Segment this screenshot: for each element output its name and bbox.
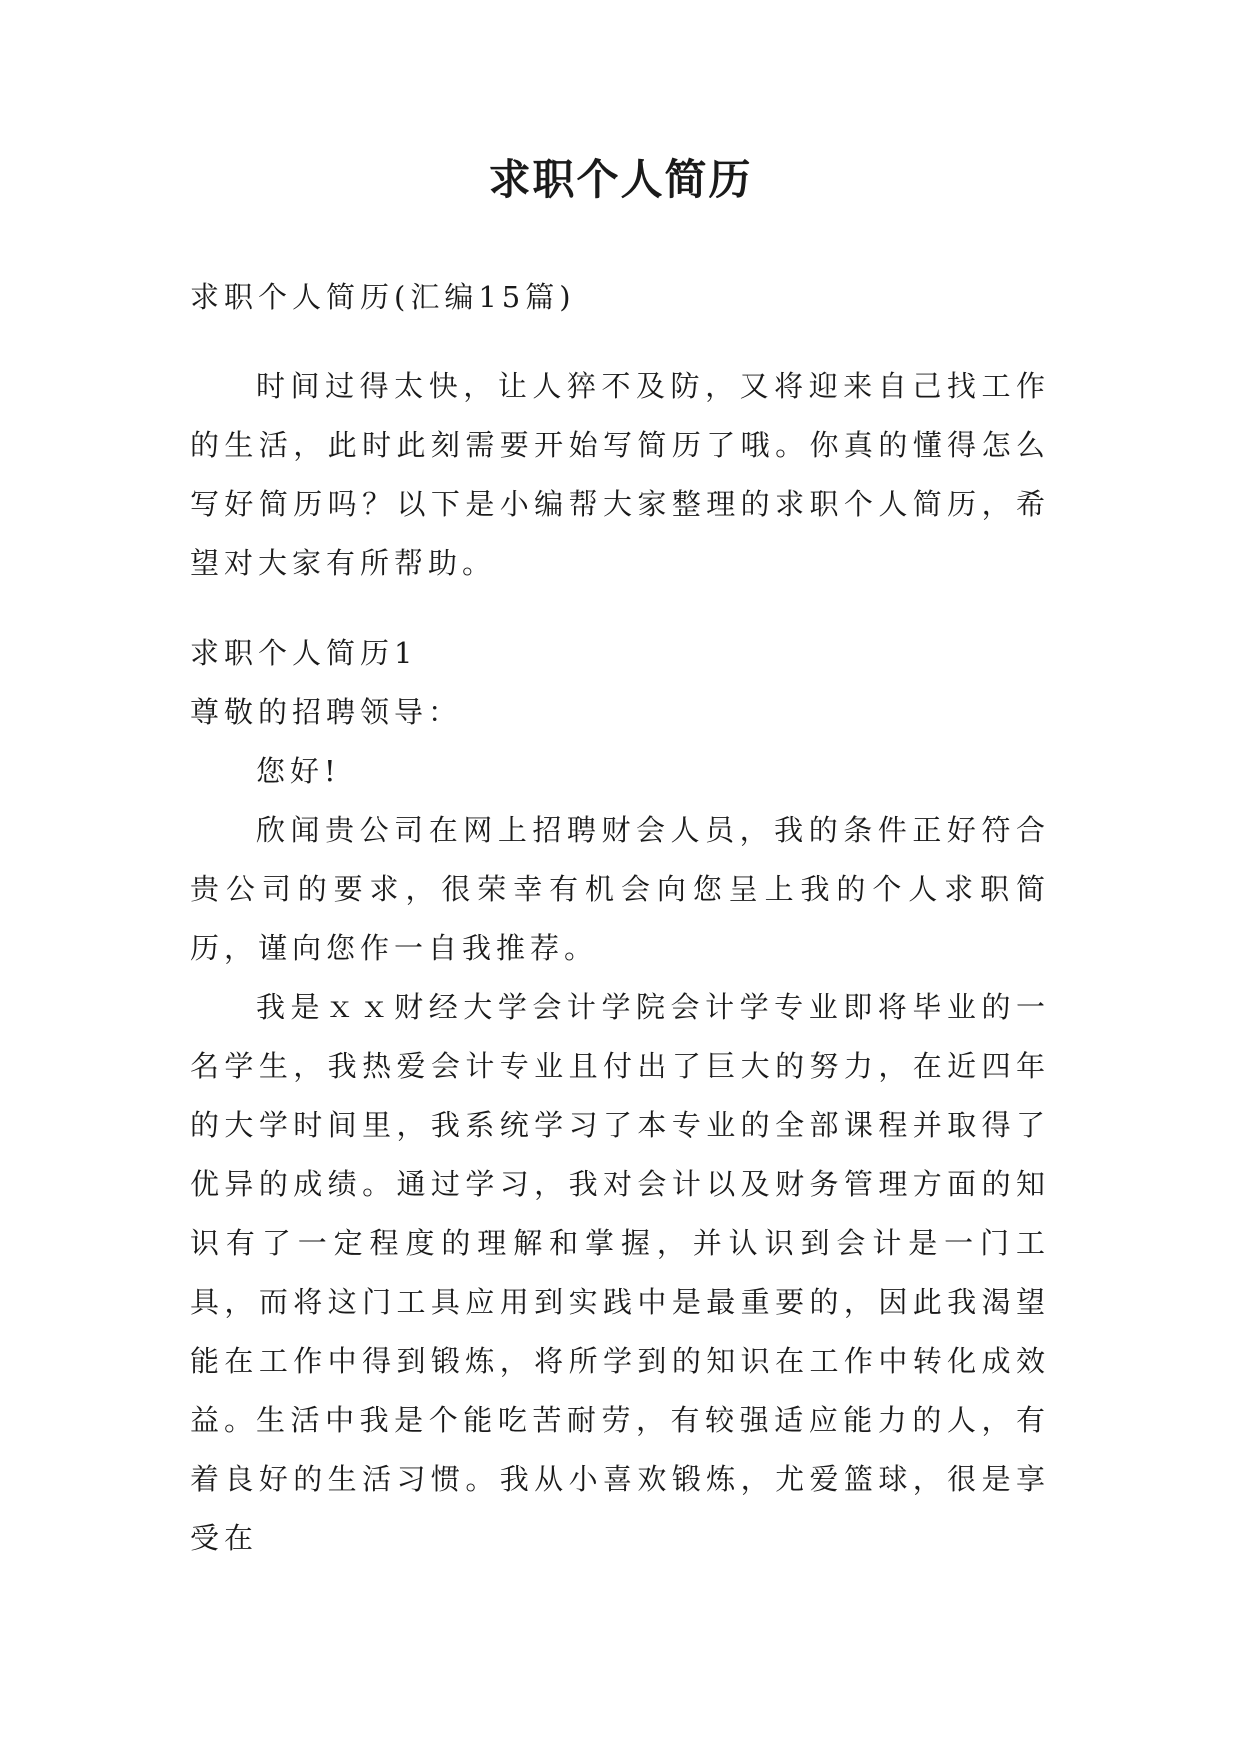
document-title: 求职个人简历: [488, 155, 753, 204]
document-subtitle: 求职个人简历(汇编15篇): [190, 280, 576, 314]
intro-paragraph: 时间过得太快，让人猝不及防，又将迎来自己找工作的生活，此时此刻需要开始写简历了哦。你真的懂得怎么写好简历吗？以下是小编帮大家整理的求职个人简历，希望对大家有所帮助。: [190, 369, 1050, 580]
letter-greeting: 您好!: [256, 754, 341, 788]
body-paragraph-1: 欣闻贵公司在网上招聘财会人员，我的条件正好符合贵公司的要求，很荣幸有机会向您呈上我的个人求职简历，谨向您作一自我推荐。: [190, 813, 1050, 965]
body-paragraph-2: 我是ｘｘ财经大学会计学院会计学专业即将毕业的一名学生，我热爱会计专业且付出了巨大的努力，在近四年的大学时间里，我系统学习了本专业的全部课程并取得了优异的成绩。通过学习，我对会计以及财务管理方面的知识有了一定程度的理解和掌握，并认识到会计是一门工具，而将这门工具应用到实践中是最重要的，因此我渴望能在工作中得到锻炼，将所学到的知识在工作中转化成效益。: [190, 990, 1050, 1437]
section-heading: 求职个人简历1: [190, 636, 418, 670]
body-paragraph-3: 生活中我是个能吃苦耐劳，有较强适应能力的人，有着良好的生活习惯。我从小喜欢锻炼，尤爱篮球，很是享受在: [190, 1403, 1050, 1555]
letter-salutation: 尊敬的招聘领导：: [190, 695, 463, 729]
